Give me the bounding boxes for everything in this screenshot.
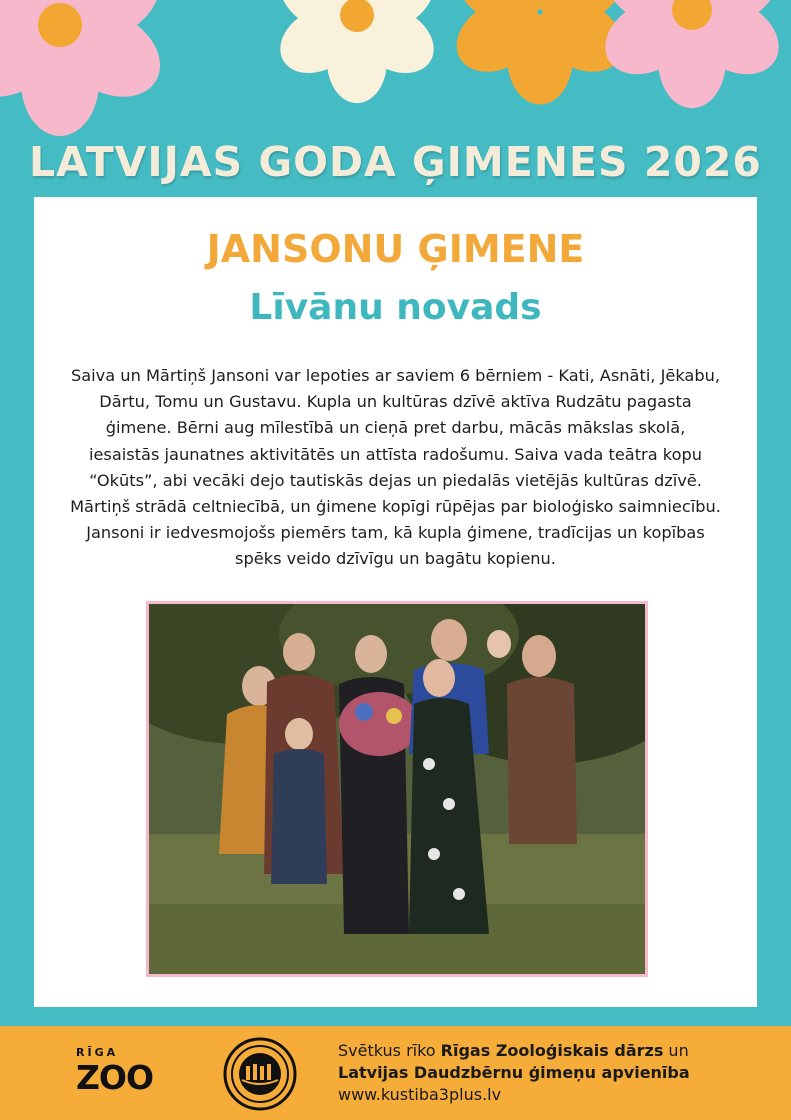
family-photo [146, 601, 648, 977]
footer [0, 1026, 791, 1120]
footer-organizers [338, 1040, 690, 1106]
flower-decoration-icon [0, 0, 791, 140]
family-name: JANSONU ĢIMENE [206, 227, 585, 271]
association-logo-icon [222, 1036, 298, 1112]
footer-website-link[interactable]: www.kustiba3plus.lv [338, 1085, 502, 1104]
page-title: LATVIJAS GODA ĢIMENES 2026 [29, 138, 762, 186]
riga-zoo-logo-icon [76, 1046, 186, 1106]
family-card [34, 197, 757, 1007]
footer-line-1: Svētkus rīko Rīgas Zooloģiskais dārzs un [338, 1041, 689, 1060]
family-description: Saiva un Mārtiņš Jansoni var lepoties ar saviem 6 bērniem - Kati, Asnāti, Jēkabu, Dārtu, Tomu un Gustavu. Kupla un kultūras dzīvē aktīva Rudzātu pagasta ģimene. Bērni aug mīlestībā un cieņā pret darbu, mācās mākslas skolā, iesaistās jaunatnes aktivitātēs un attīsta radošumu. Saiva vada teātra kopu “Okūts”, abi vecāki dejo tautiskās dejas un piedalās vietējās kultūras dzīvē. Mārtiņš strādā celtniecībā, un ģimene kopīgi rūpējas par bioloģisko saimniecību. Jansoni ir iedvesmojošs piemērs tam, kā kupla ģimene, tradīcijas un kopības spēks veido dzīvīgu un bagātu kopienu. [70, 366, 721, 569]
footer-line-2: Latvijas Daudzbērnu ģimeņu apvienība [338, 1063, 690, 1082]
zoo-logo-big-text: ZOO [76, 1058, 154, 1097]
zoo-logo-small-text: RĪGA [76, 1046, 119, 1059]
region-name: Līvānu novads [249, 287, 542, 328]
